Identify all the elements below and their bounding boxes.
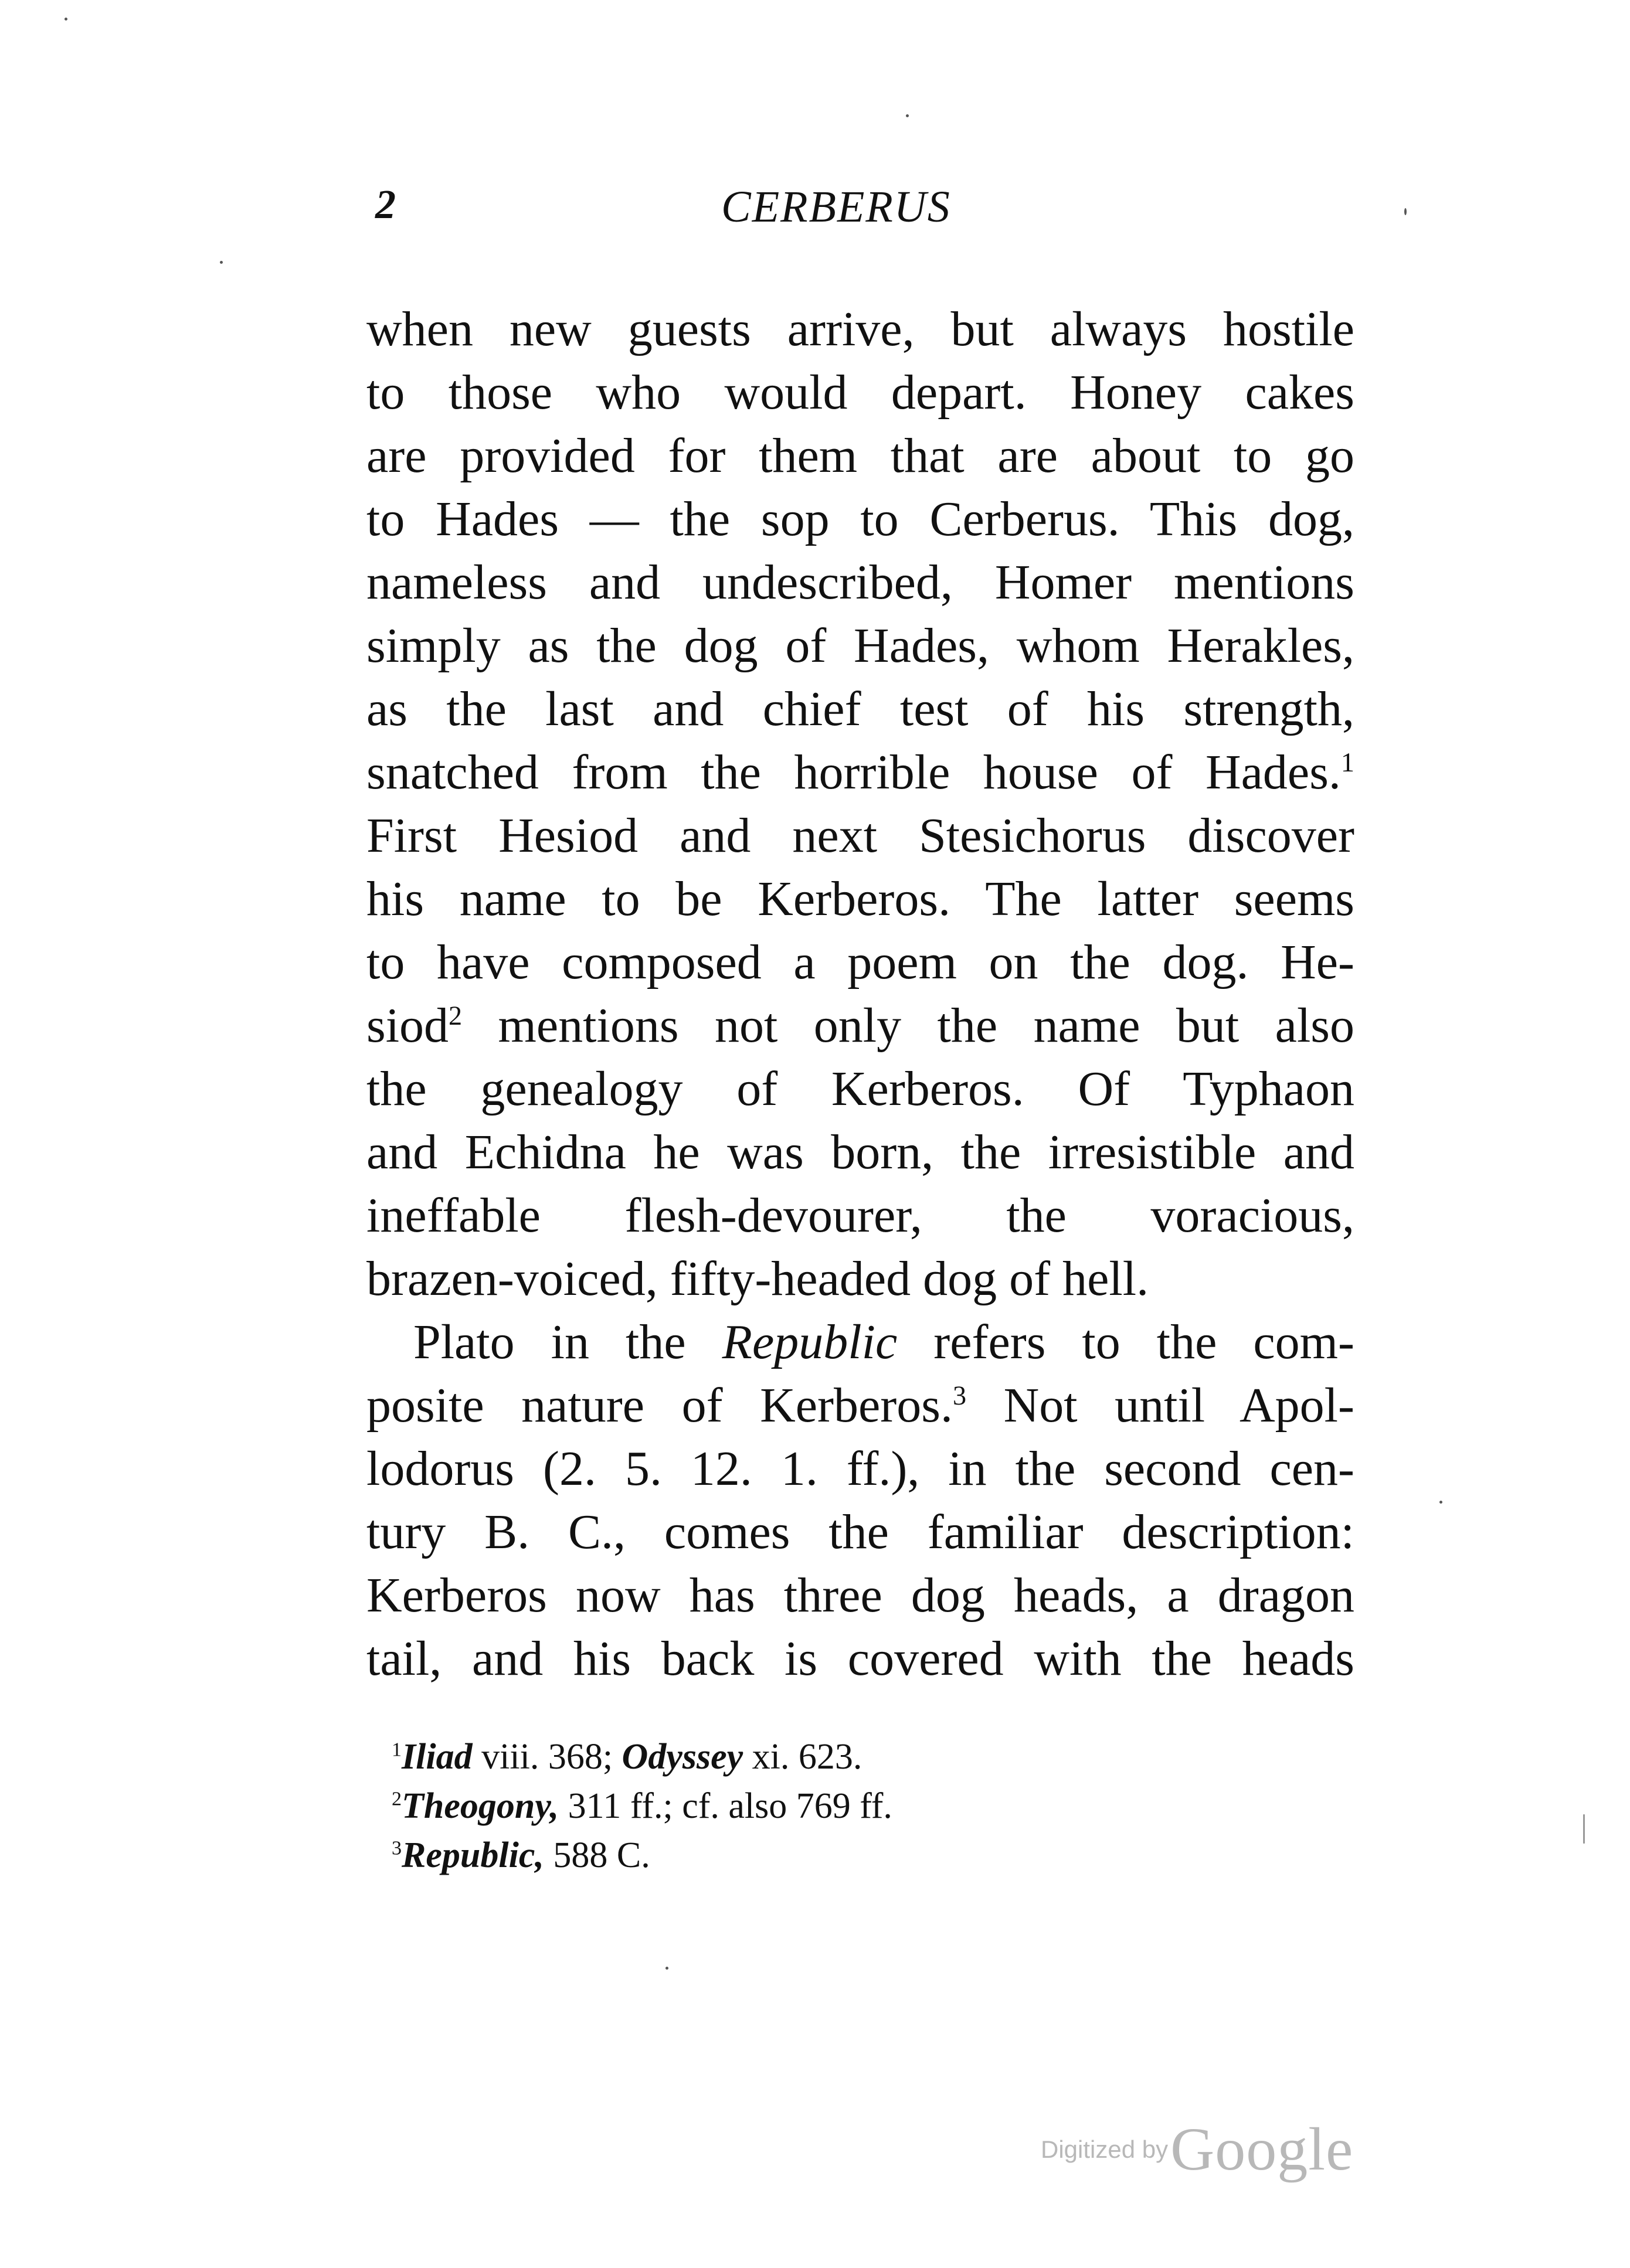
italic-title: Theogony, (402, 1786, 559, 1826)
footnote-text: xi. 623. (743, 1737, 862, 1777)
footnote-mark: 2 (392, 1788, 402, 1810)
italic-title: Republic (722, 1315, 898, 1369)
note-mark: 2 (449, 1001, 463, 1031)
digitized-watermark (1041, 2116, 1354, 2183)
footnote (392, 1781, 1154, 1831)
text-line: to have composed a poem on the dog. He- (366, 935, 1354, 990)
footnote-text: 311 ff.; cf. also 769 ff. (559, 1786, 892, 1826)
watermark-brand: Google (1170, 2116, 1354, 2183)
text-fragment: posite nature of Kerberos. (366, 1378, 953, 1433)
text-fragment: Plato in the (413, 1315, 722, 1369)
text-line: as the last and chief test of his strength, (366, 682, 1354, 736)
text-line: and Echidna he was born, the irresistible and (366, 1125, 1354, 1179)
text-line: are provided for them that are about to go (366, 429, 1354, 483)
italic-title: Odyssey (622, 1737, 743, 1777)
text-line: Kerberos now has three dog heads, a dragon (366, 1568, 1354, 1623)
text-line: tail, and his back is covered with the heads (366, 1631, 1354, 1686)
text-fragment: mentions not only the name but also (462, 998, 1354, 1053)
scan-speck (1404, 208, 1407, 215)
note-mark: 1 (1340, 747, 1354, 777)
text-line: the genealogy of Kerberos. Of Typhaon (366, 1062, 1354, 1116)
footnote (392, 1831, 1154, 1880)
running-title: CERBERUS (721, 182, 951, 232)
footnote-mark: 3 (392, 1837, 402, 1859)
text-line: First Hesiod and next Stesichorus discover (366, 808, 1354, 863)
text-fragment: Not until Apol- (966, 1378, 1354, 1433)
scan-speck (220, 261, 223, 264)
text-line: tury B. C., comes the familiar description: (366, 1505, 1354, 1559)
italic-title: Iliad (402, 1737, 473, 1777)
text-line: lodorus (2. 5. 12. 1. ff.), in the second cen- (366, 1441, 1354, 1496)
note-mark: 3 (952, 1380, 967, 1410)
scan-speck (1439, 1501, 1442, 1504)
text-line: when new guests arrive, but always hostile (366, 302, 1354, 356)
footnotes (392, 1732, 1154, 1880)
scan-speck (64, 18, 67, 21)
scan-speck (906, 114, 909, 117)
text-line (366, 741, 1354, 804)
text-line: simply as the dog of Hades, whom Herakles, (366, 618, 1354, 673)
text-line: brazen-voiced, fifty-headed dog of hell. (366, 1252, 1149, 1306)
text-line: his name to be Kerberos. The latter seems (366, 872, 1354, 926)
body-text (366, 298, 1354, 1691)
text-line (366, 1311, 1354, 1374)
scan-speck (1583, 1814, 1585, 1844)
footnote-text: viii. 368; (472, 1737, 622, 1777)
italic-title: Republic, (402, 1835, 544, 1875)
watermark-prefix: Digitized by (1041, 2136, 1169, 2163)
text-line (366, 994, 1354, 1058)
text-line: to Hades — the sop to Cerberus. This dog, (366, 492, 1354, 546)
scan-speck (665, 1967, 668, 1970)
text-line: ineffable flesh-devourer, the voracious, (366, 1188, 1354, 1243)
text-fragment: snatched from the horrible house of Hades. (366, 745, 1341, 800)
text-line (366, 1374, 1354, 1437)
text-fragment: refers to the com- (897, 1315, 1354, 1369)
footnote (392, 1732, 1154, 1781)
text-line: to those who would depart. Honey cakes (366, 365, 1354, 420)
page-number: 2 (375, 182, 396, 227)
text-fragment: siod (366, 998, 449, 1053)
footnote-mark: 1 (392, 1739, 402, 1761)
text-line: nameless and undescribed, Homer mentions (366, 555, 1354, 610)
footnote-text: 588 C. (544, 1835, 650, 1875)
